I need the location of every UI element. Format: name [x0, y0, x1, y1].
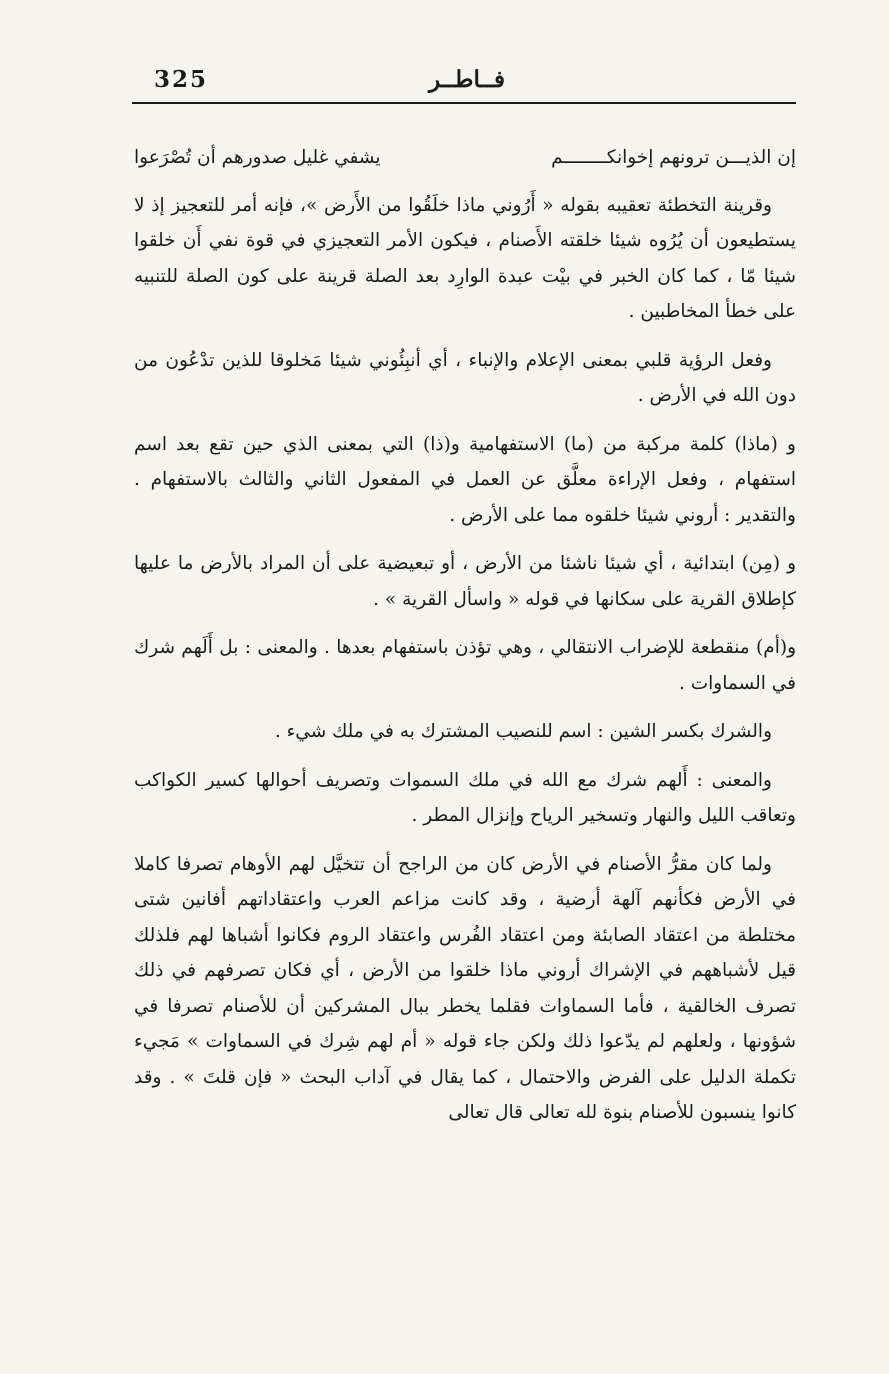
poetry-verse	[134, 140, 796, 176]
paragraph: ولما كان مقرُّ الأصنام في الأرض كان من الراجح أن تتخيَّل لهم الأوهام تصرفا كاملا في الأرض فكأنهم آلهة أرضية ، وقد كانت مزاعم العرب واعتقاداتهم أفانين شتى مختلطة من اعتقاد الصابئة ومن اعتقاد الفُرس واعتقاد الروم فكانوا أشباها لهم فلذلك قيل لأشباههم في الإشراك أروني ماذا خلقوا من الأرض ، أي فكان تصرفهم في ذلك تصرف الخالقية ، فأما السماوات فقلما يخطر ببال المشركين أن للأصنام تصرفا في شؤونها ، ولعلهم لم يدّعوا ذلك ولكن جاء قوله « أم لهم شِرك في السماوات » مَجيء تكملة الدليل على الفرض والاحتمال ، كما يقال في آداب البحث « فإن قلتَ » . وقد كانوا ينسبون للأصنام بنوة لله تعالى قال تعالى	[134, 853, 796, 1123]
paragraph: وفعل الرؤية قلبي بمعنى الإعلام والإنباء ، أي أنبِئُوني شيئا مَخلوقا للذين تدْعُون من دون الله في الأرض .	[134, 349, 796, 406]
page-header	[132, 58, 796, 104]
paragraph: والشرك بكسر الشين : اسم للنصيب المشترك به في ملك شيء .	[274, 721, 772, 742]
verse-hemistich-second: يشفي غليل صدورهم أن تُصْرَعوا	[134, 147, 381, 168]
paragraph: وقرينة التخطئة تعقيبه بقوله « أَرُوني ماذا خلَقُوا من الأَرض »، فإنه أمر للتعجيز إذ لا يستطيعون أن يُرُوه شيئا خلقته الأَصنام ، فيكون الأمر التعجيزي في قوة نفي أَن خلقوا شيئا مّا ، كما كان الخبر في بيْت عبدة الوارِد بعد الصلة قرينة على كون الصلة للتنبيه على خطأ المخاطبين .	[134, 194, 796, 322]
paragraph: و(أم) منقطعة للإضراب الانتقالي ، وهي تؤذن باستفهام بعدها . والمعنى : بل أَلَهم شرك في السماوات .	[134, 637, 796, 694]
paragraph: و (ماذا) كلمة مركبة من (ما) الاستفهامية و(ذا) التي بمعنى الذي حين تقع بعد اسم استفهام ، وفعل الإراءة معلَّق عن العمل في المفعول الثاني والثالث بالاستفهام . والتقدير : أروني شيئا خلقوه مما على الأرض .	[134, 433, 796, 526]
paragraph: والمعنى : أَلهم شرك مع الله في ملك السموات وتصريف أحوالها كسير الكواكب وتعاقب الليل والنهار وتسخير الرياح وإنزال المطر .	[134, 769, 796, 826]
running-title: فــاطــر	[429, 66, 505, 93]
page-body	[134, 140, 796, 1144]
page-number: 325	[154, 66, 209, 93]
paragraph: و (مِن) ابتدائية ، أي شيئا ناشئا من الأرض ، أو تبعيضية على أن المراد بالأرض ما عليها كإطلاق القرية على سكانها في قوله « واسأل القرية » .	[134, 553, 796, 610]
verse-hemistich-first: إن الذيـــن ترونهم إخوانكــــــــم	[551, 147, 796, 168]
